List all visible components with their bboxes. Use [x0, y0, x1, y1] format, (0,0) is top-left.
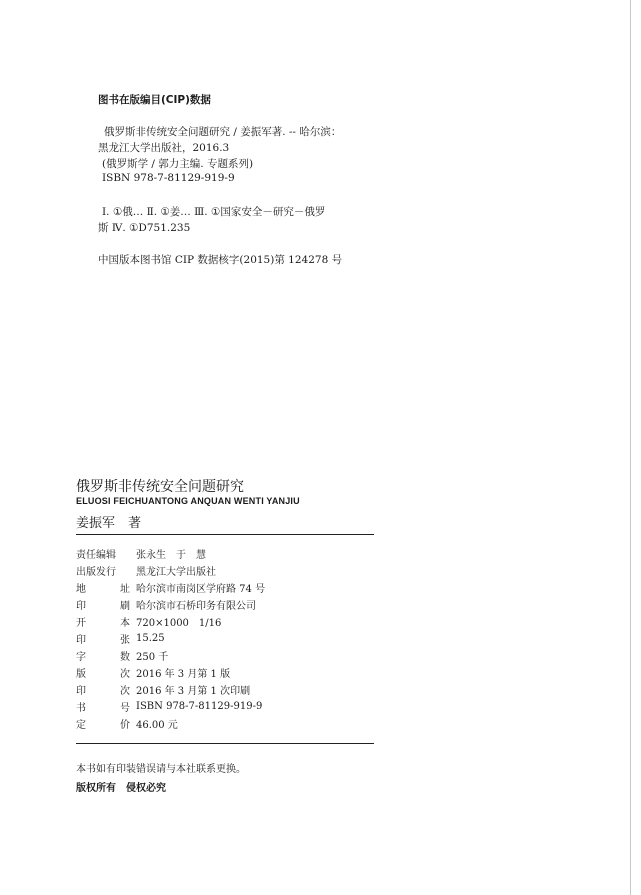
book-title: 俄罗斯非传统安全问题研究 [76, 479, 244, 495]
imprint-value: 哈尔滨市南岗区学府路 74 号 [136, 584, 266, 595]
imprint-label: 责任编辑 [76, 550, 116, 561]
imprint-value: 2016 年 3 月第 1 次印刷 [136, 686, 251, 697]
imprint-row [76, 698, 265, 715]
imprint-row [76, 630, 265, 647]
imprint-label: 书 号 [76, 703, 130, 714]
imprint-row [76, 545, 265, 562]
cip-class-line-2: 斯 Ⅳ. ①D751.235 [98, 222, 191, 234]
imprint-label: 印 次 [76, 686, 130, 697]
book-pinyin-title: ELUOSI FEICHUANTONG ANQUAN WENTI YANJIU [76, 496, 300, 506]
imprint-label: 地 址 [76, 584, 130, 595]
copyright-notice: 版权所有 侵权必究 [76, 783, 166, 794]
cip-isbn-line: ISBN 978-7-81129-919-9 [102, 172, 235, 184]
imprint-label: 字 数 [76, 652, 130, 663]
cip-entry-line-2: 黑龙江大学出版社，2016.3 [98, 142, 230, 154]
page-edge-line [630, 0, 631, 895]
imprint-value: ISBN 978-7-81129-919-9 [136, 701, 263, 712]
imprint-row [76, 596, 265, 613]
imprint-value: 46.00 元 [136, 720, 178, 731]
cip-entry-line-1: 俄罗斯非传统安全问题研究 / 姜振军著. -- 哈尔滨： [104, 126, 342, 138]
imprint-label: 开 本 [76, 618, 130, 629]
imprint-row [76, 613, 265, 630]
imprint-row [76, 664, 265, 681]
imprint-value: 黑龙江大学出版社 [136, 567, 216, 578]
imprint-value: 720×1000 1/16 [136, 618, 222, 629]
imprint-row [76, 681, 265, 698]
imprint-row [76, 715, 265, 732]
cip-record-line: 中国版本图书馆 CIP 数据核字(2015)第 124278 号 [98, 254, 343, 266]
imprint-row [76, 647, 265, 664]
divider-bottom [76, 743, 374, 744]
imprint-value: 15.25 [136, 633, 165, 644]
cip-class-line-1: Ⅰ. ①俄… Ⅱ. ①姜… Ⅲ. ①国家安全－研究－俄罗 [102, 206, 326, 218]
imprint-value: 2016 年 3 月第 1 版 [136, 669, 231, 680]
book-author: 姜振军 著 [76, 516, 142, 531]
imprint-label: 出版发行 [76, 567, 116, 578]
cip-entry-line-3: (俄罗斯学 / 郭力主编. 专题系列) [102, 158, 254, 170]
imprint-value: 张永生 于 慧 [136, 550, 206, 561]
imprint-row [76, 562, 265, 579]
imprint-label: 印 刷 [76, 601, 130, 612]
divider-top [76, 534, 374, 535]
imprint-table [76, 545, 265, 732]
imprint-label: 定 价 [76, 720, 130, 731]
imprint-value: 哈尔滨市石桥印务有限公司 [136, 601, 256, 612]
cip-heading: 图书在版编目(CIP)数据 [98, 94, 211, 106]
imprint-row [76, 579, 265, 596]
imprint-value: 250 千 [136, 652, 169, 663]
imprint-label: 印 张 [76, 635, 130, 646]
imprint-label: 版 次 [76, 669, 130, 680]
replacement-notice: 本书如有印装错误请与本社联系更换。 [76, 764, 246, 775]
